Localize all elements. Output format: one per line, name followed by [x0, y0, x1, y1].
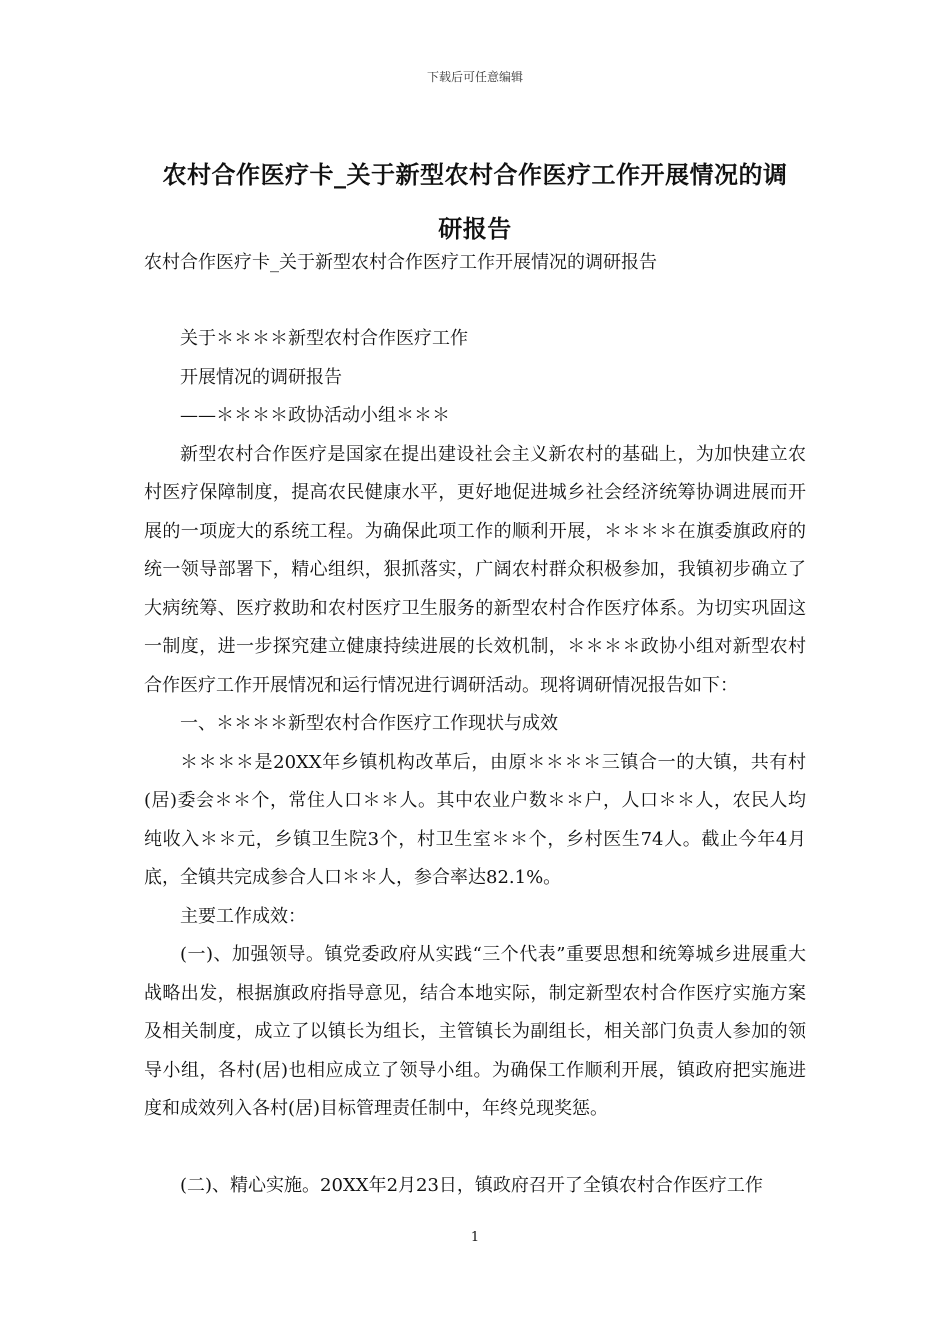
paragraph-spacer: [144, 1129, 806, 1167]
paragraph-status: ＊＊＊＊是20XX年乡镇机构改革后，由原＊＊＊＊三镇合一的大镇，共有村(居)委会＊＊个，常住人口＊＊人。其中农业户数＊＊户，人口＊＊人，农民人均纯收入＊＊元，乡镇卫生院3个，村卫生室＊＊个，乡村医生74人。截止今年4月底，全镇共完成参合人口＊＊人，参合率达82.1%。: [144, 751, 806, 888]
page-number: 1: [470, 1230, 480, 1245]
paragraph-intro: 新型农村合作医疗是国家在提出建设社会主义新农村的基础上，为加快建立农村医疗保障制度，提高农民健康水平，更好地促进城乡社会经济统筹协调进展而开展的一项庞大的系统工程。为确保此项工作的顺利开展，＊＊＊＊在旗委旗政府的统一领导部署下，精心组织，狠抓落实，广阔农村群众积极参加，我镇初步确立了大病统筹、医疗救助和农村医疗卫生服务的新型农村合作医疗体系。为切实巩固这一制度，进一步探究建立健康持续进展的长效机制，＊＊＊＊政协小组对新型农村合作医疗工作开展情况和运行情况进行调研活动。现将调研情况报告如下：: [144, 443, 806, 696]
title-line-2: 研报告: [438, 214, 512, 243]
report-heading-line-1: 关于＊＊＊＊新型农村合作医疗工作: [180, 328, 468, 349]
section-heading-1: 一、＊＊＊＊新型农村合作医疗工作现状与成效: [180, 713, 558, 734]
paragraph-implementation: (二)、精心实施。20XX年2月23日，镇政府召开了全镇农村合作医疗工作: [180, 1174, 763, 1196]
document-subtitle: 农村合作医疗卡_关于新型农村合作医疗工作开展情况的调研报告: [144, 252, 657, 273]
report-author: ——＊＊＊＊政协活动小组＊＊＊: [180, 405, 450, 426]
document-body: [144, 320, 806, 1205]
title-line-1: 农村合作医疗卡_关于新型农村合作医疗工作开展情况的调: [162, 160, 788, 189]
paragraph-achievements-label: 主要工作成效：: [180, 905, 306, 927]
page-header: 下载后可任意编辑: [426, 70, 523, 84]
paragraph-leadership: (一)、加强领导。镇党委政府从实践“三个代表”重要思想和统筹城乡进展重大战略出发，根据旗政府指导意见，结合本地实际，制定新型农村合作医疗实施方案及相关制度，成立了以镇长为组长，主管镇长为副组长，相关部门负责人参加的领导小组，各村(居)也相应成立了领导小组。为确保工作顺利开展，镇政府把实施进度和成效列入各村(居)目标管理责任制中，年终兑现奖惩。: [144, 944, 806, 1119]
document-title: [130, 148, 820, 256]
report-heading-line-2: 开展情况的调研报告: [180, 366, 342, 388]
